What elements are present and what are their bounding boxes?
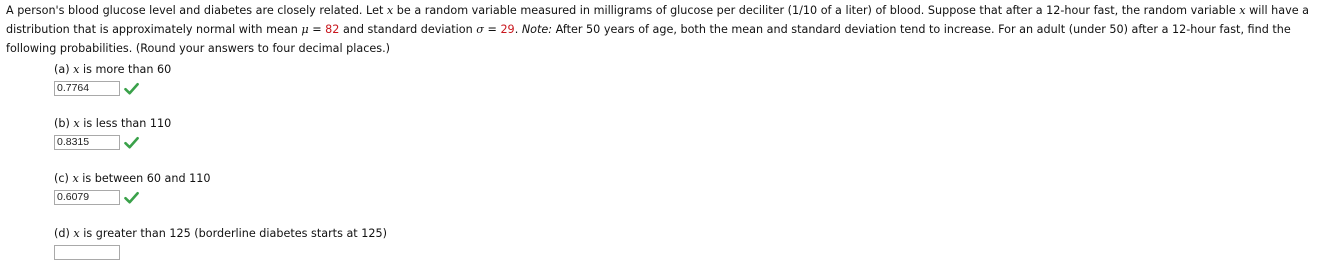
part-d <box>54 227 387 261</box>
problem-text: . <box>514 23 522 36</box>
answer-row-d <box>54 243 387 261</box>
mu-symbol: μ <box>301 23 309 36</box>
variable-x: x <box>73 117 80 130</box>
variable-x: x <box>72 172 79 185</box>
problem-text: will have a distribution that is approximately normal with mean <box>6 4 1310 36</box>
problem-text: be a random variable measured in milligrams of glucose per deciliter (1/10 of a liter) of blood. Suppose that after a 12-hour fast, the random variable <box>393 4 1240 17</box>
part-condition: is less than 110 <box>79 117 172 130</box>
answer-input-a[interactable] <box>54 81 120 96</box>
checkmark-icon <box>124 191 139 204</box>
part-c <box>54 172 210 206</box>
note-label: Note: <box>521 23 553 36</box>
part-condition: is more than 60 <box>79 63 172 76</box>
answer-row-c <box>54 188 210 206</box>
part-b <box>54 117 171 151</box>
part-prefix: (c) <box>54 172 73 185</box>
part-c-label <box>54 172 210 186</box>
answer-row-a <box>54 79 171 97</box>
part-prefix: (b) <box>54 117 74 130</box>
part-a-label <box>54 63 171 77</box>
answer-input-b[interactable] <box>54 135 120 150</box>
mean-value: 82 <box>325 23 340 36</box>
equals-sign: = <box>308 23 326 36</box>
part-condition: is greater than 125 (borderline diabetes starts at 125) <box>79 227 387 240</box>
variable-x: x <box>386 4 394 17</box>
checkmark-icon <box>124 136 139 149</box>
answer-input-d[interactable] <box>54 245 120 260</box>
variable-x: x <box>73 63 80 76</box>
part-prefix: (a) <box>54 63 74 76</box>
answer-input-c[interactable] <box>54 190 120 205</box>
part-condition: is between 60 and 110 <box>78 172 211 185</box>
variable-x: x <box>73 227 80 240</box>
equals-sign: = <box>483 23 501 36</box>
problem-text: and standard deviation <box>339 23 477 36</box>
part-a <box>54 63 171 97</box>
sd-value: 29 <box>500 23 515 36</box>
sigma-symbol: σ <box>476 23 484 36</box>
variable-x: x <box>1239 4 1246 17</box>
part-d-label <box>54 227 387 241</box>
checkmark-icon <box>124 82 139 95</box>
problem-statement <box>6 1 1332 58</box>
problem-text: After 50 years of age, both the mean and standard deviation tend to increase. For an adult (under 50) after a 12-hour fast, find the following probabilities. (Round your answers to four decimal places.) <box>6 23 1291 55</box>
part-prefix: (d) <box>54 227 74 240</box>
part-b-label <box>54 117 171 131</box>
answer-row-b <box>54 133 171 151</box>
problem-text: A person's blood glucose level and diabetes are closely related. Let <box>6 4 387 17</box>
